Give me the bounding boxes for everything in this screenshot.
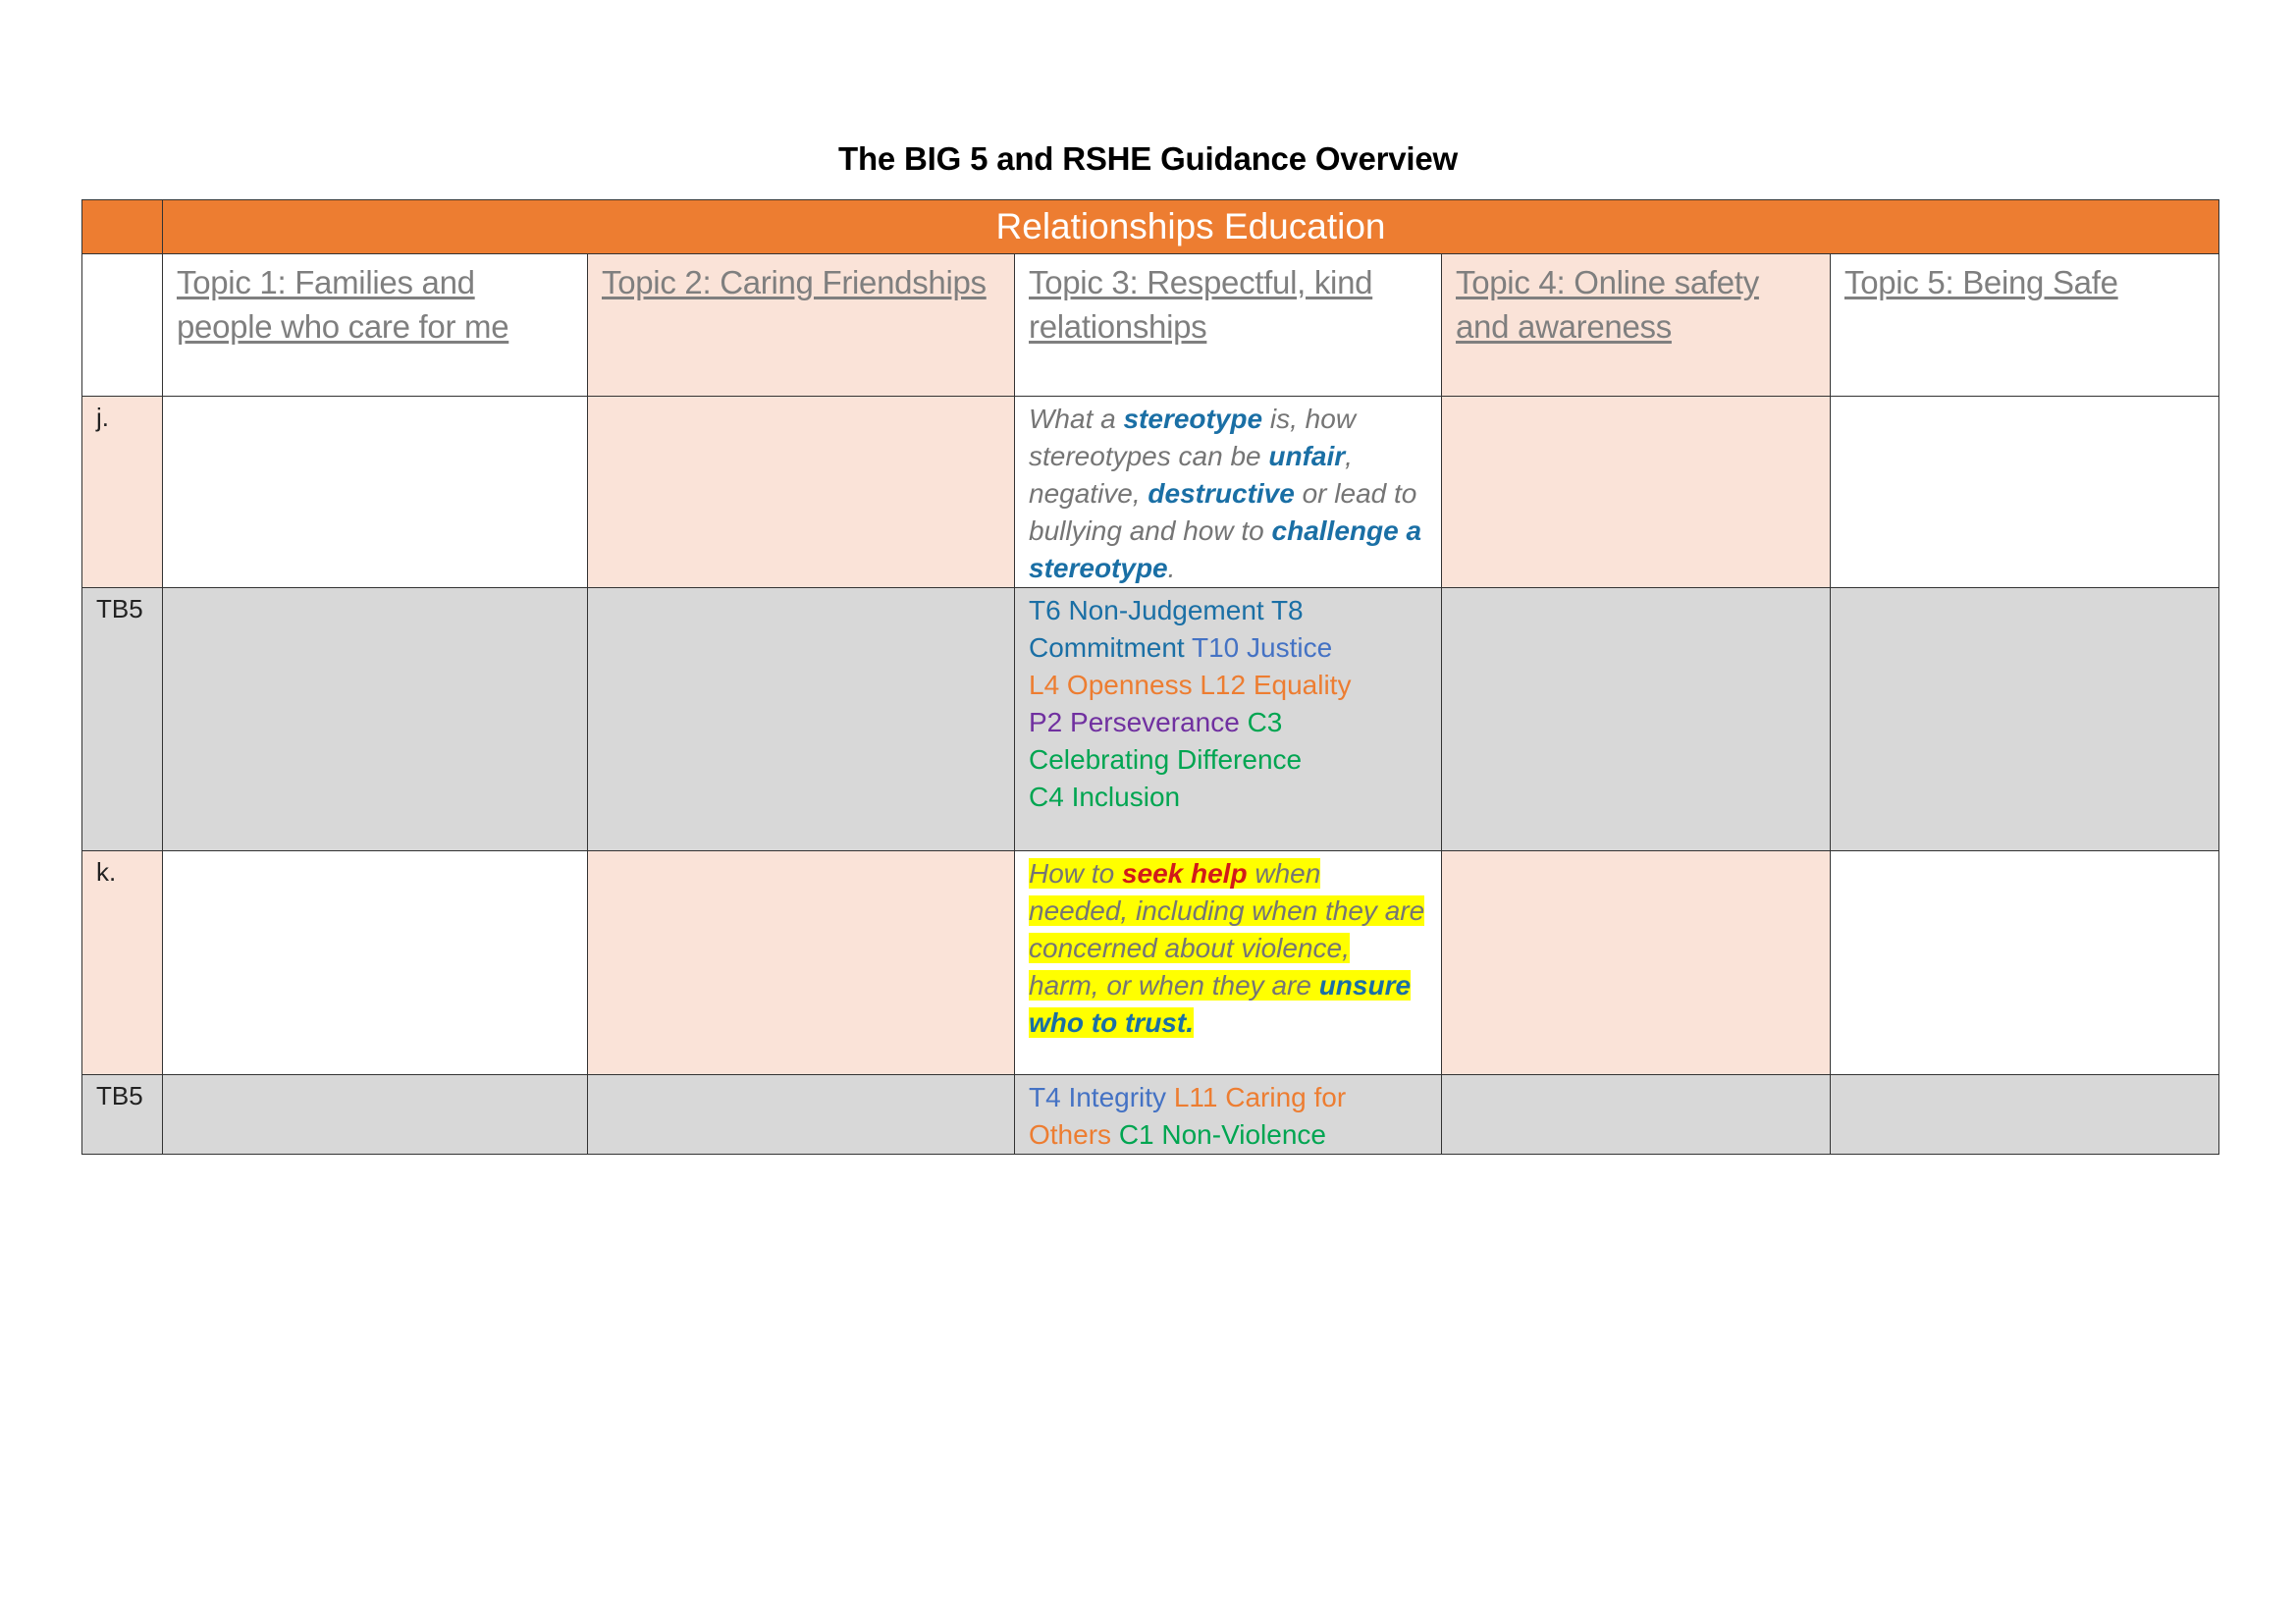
- cell-tb5-1-topic-2: [588, 588, 1015, 851]
- table-row-k: [82, 851, 2219, 1075]
- value-c4: C4 Inclusion: [1029, 782, 1181, 812]
- cell-tb5-1-topic-5: [1831, 588, 2219, 851]
- j-text-2: is, how stereotypes can be: [1029, 404, 1357, 471]
- rshe-overview-table: [81, 199, 2219, 1155]
- j-keyword-destructive: destructive: [1148, 478, 1295, 509]
- j-keyword-challenge: challenge a stereotype: [1029, 515, 1422, 583]
- table-row-j: [82, 397, 2219, 588]
- cell-tb5-2-topic-1: [163, 1075, 588, 1155]
- topic-3-header: [1015, 254, 1442, 397]
- value-l4-l12: L4 Openness L12 Equality: [1029, 670, 1352, 700]
- cell-k-topic-2: [588, 851, 1015, 1075]
- cell-j-topic-4: [1442, 397, 1831, 588]
- band-title: Relationships Education: [163, 200, 2219, 254]
- topic-1-link[interactable]: Topic 1: Families and people who care for me: [177, 264, 509, 345]
- cell-tb5-1-topic-4: [1442, 588, 1831, 851]
- topic-1-header: [163, 254, 588, 397]
- cell-j-topic-3: [1015, 397, 1442, 588]
- j-text-1: What a: [1029, 404, 1124, 434]
- cell-tb5-2-topic-2: [588, 1075, 1015, 1155]
- topic-4-link[interactable]: Topic 4: Online safety and awareness: [1456, 264, 1759, 345]
- row-label-tb5-2: TB5: [82, 1075, 163, 1155]
- k-keyword-unsure: unsure who to trust.: [1029, 970, 1412, 1038]
- value-t4: T4 Integrity: [1029, 1082, 1167, 1112]
- row-label-k: k.: [82, 851, 163, 1075]
- k-text-1: How to: [1029, 858, 1122, 889]
- cell-tb5-1-topic-3: [1015, 588, 1442, 851]
- cell-tb5-1-topic-1: [163, 588, 588, 851]
- k-keyword-seek-help: seek help: [1121, 858, 1248, 889]
- cell-tb5-2-topic-5: [1831, 1075, 2219, 1155]
- cell-tb5-2-topic-4: [1442, 1075, 1831, 1155]
- j-text-5: .: [1167, 553, 1176, 583]
- cell-j-topic-1: [163, 397, 588, 588]
- topic-5-link[interactable]: Topic 5: Being Safe: [1844, 264, 2118, 300]
- topic-2-link[interactable]: Topic 2: Caring Friendships: [602, 264, 987, 300]
- value-c3: C3 Celebrating Difference: [1029, 707, 1303, 775]
- topic-2-header: [588, 254, 1015, 397]
- topic-5-header: [1831, 254, 2219, 397]
- band-row: [82, 200, 2219, 254]
- cell-j-topic-5: [1831, 397, 2219, 588]
- cell-k-topic-3: [1015, 851, 1442, 1075]
- j-text-4: or lead to bullying and how to: [1029, 478, 1417, 546]
- header-corner-cell: [82, 254, 163, 397]
- topic-header-row: [82, 254, 2219, 397]
- value-p2: P2 Perseverance: [1029, 707, 1240, 737]
- row-label-tb5-1: TB5: [82, 588, 163, 851]
- cell-k-topic-4: [1442, 851, 1831, 1075]
- j-text-3: , negative,: [1029, 441, 1353, 509]
- page-title: The BIG 5 and RSHE Guidance Overview: [838, 140, 1458, 177]
- topic-4-header: [1442, 254, 1831, 397]
- cell-k-topic-1: [163, 851, 588, 1075]
- topic-3-link[interactable]: Topic 3: Respectful, kind relationships: [1029, 264, 1373, 345]
- band-corner-cell: [82, 200, 163, 254]
- table-row-tb5-1: [82, 588, 2219, 851]
- row-label-j: j.: [82, 397, 163, 588]
- value-l11: L11 Caring for Others: [1029, 1082, 1347, 1150]
- k-text-2: when needed, including when they are concerned about violence, harm, or when they are: [1029, 858, 1425, 1001]
- j-keyword-stereotype: stereotype: [1123, 404, 1263, 434]
- table-row-tb5-2: [82, 1075, 2219, 1155]
- cell-j-topic-2: [588, 397, 1015, 588]
- value-t6-t8: T6 Non-Judgement T8 Commitment: [1029, 595, 1304, 663]
- j-keyword-unfair: unfair: [1268, 441, 1346, 471]
- value-c1: C1 Non-Violence: [1118, 1119, 1326, 1150]
- cell-tb5-2-topic-3: [1015, 1075, 1442, 1155]
- cell-k-topic-5: [1831, 851, 2219, 1075]
- value-t10: T10 Justice: [1191, 632, 1333, 663]
